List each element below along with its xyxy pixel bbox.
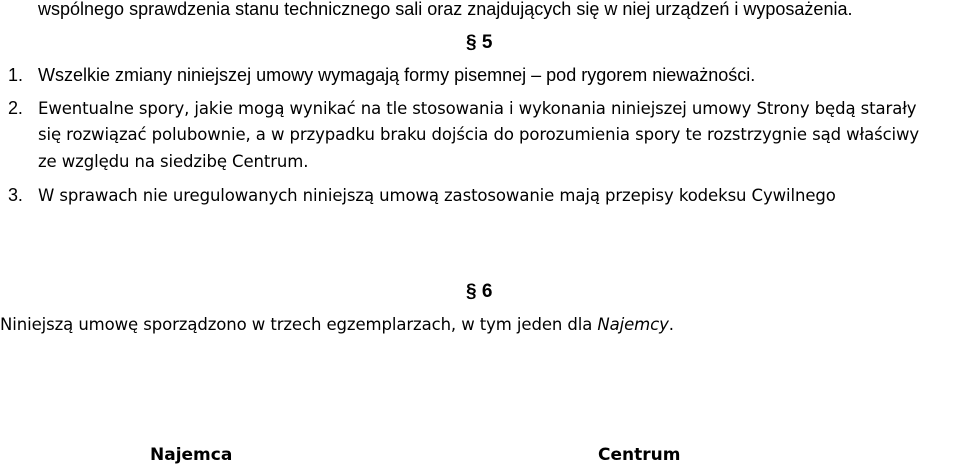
item-1-number: 1.: [8, 65, 24, 85]
signature-centrum: Centrum: [598, 445, 681, 465]
section-6-text-main: Niniejszą umowę sporządzono w trzech egzemplarzach, w tym jeden dla: [0, 315, 598, 334]
item-3-number: 3.: [8, 185, 23, 205]
section-6-text-italic: Najemcy: [597, 315, 669, 334]
item-2-text-line-3: ze względu na siedzibę Centrum.: [38, 152, 309, 171]
item-2-text-line-2: się rozwiązać polubownie, a w przypadku braku dojścia do porozumienia spory te rozstrzygnie sąd właściwy: [38, 125, 920, 144]
section-6-heading: § 6: [466, 281, 493, 302]
section-5-item-2-line-1: [8, 97, 916, 120]
item-2-text-line-1: Ewentualne spory, jakie mogą wynikać na tle stosowania i wykonania niniejszej umowy Strony będą starały: [38, 99, 917, 118]
section-6-text: [0, 314, 674, 336]
section-6-text-end: .: [668, 315, 674, 334]
section-5-item-1: [8, 64, 755, 86]
top-fragment-text: wspólnego sprawdzenia stanu technicznego sali oraz znajdujących się w niej urządzeń i wyposażenia.: [38, 0, 853, 19]
section-5-heading: § 5: [466, 32, 493, 53]
item-3-text: W sprawach nie uregulowanych niniejszą umową zastosowanie mają przepisy kodeksu Cywilnego: [38, 186, 836, 205]
section-5-item-3: [8, 184, 836, 207]
item-1-text: Wszelkie zmiany niniejszej umowy wymagają formy pisemnej – pod rygorem nieważności.: [38, 65, 756, 85]
item-2-number: 2.: [8, 98, 23, 118]
signature-najemca: Najemca: [150, 445, 233, 465]
